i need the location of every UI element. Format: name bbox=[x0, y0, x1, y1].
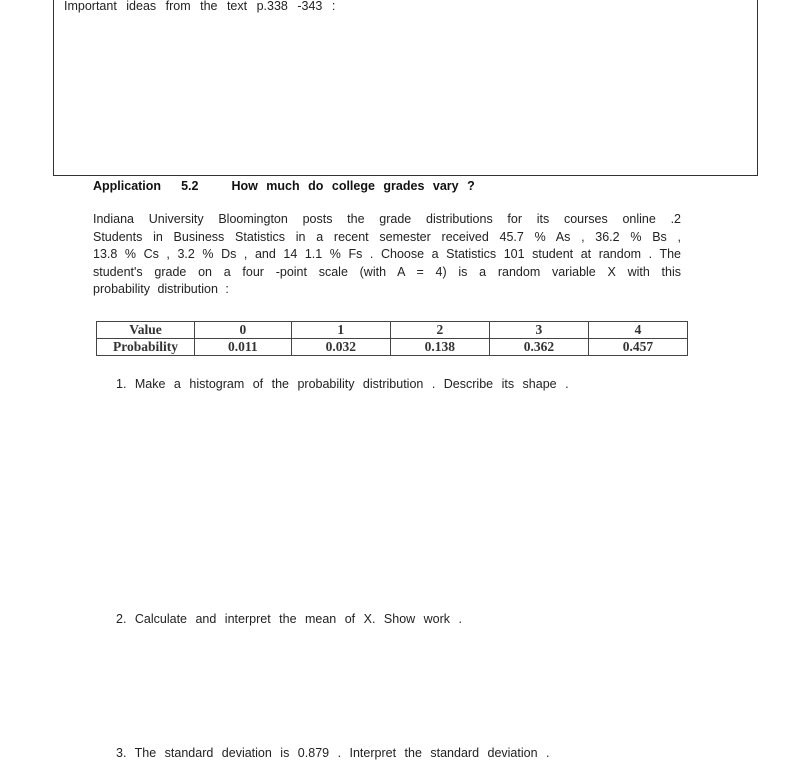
probability-cell: 0.138 bbox=[390, 339, 489, 356]
problem-paragraph bbox=[93, 211, 693, 299]
value-cell: 3 bbox=[489, 322, 588, 339]
application-heading bbox=[93, 179, 475, 193]
notes-box-label: Important ideas from the text p.338 -343 : bbox=[64, 0, 336, 13]
question-1: 1. Make a histogram of the probability distribution . Describe its shape . bbox=[116, 377, 569, 391]
application-label: Application bbox=[93, 179, 162, 193]
paragraph-line: Indiana University Bloomington posts the grade distributions for its courses online .2 bbox=[93, 212, 681, 226]
probability-cell: 0.457 bbox=[588, 339, 687, 356]
probability-cell: 0.032 bbox=[291, 339, 390, 356]
application-number: 5.2 bbox=[181, 179, 199, 193]
notes-box bbox=[53, 0, 758, 176]
paragraph-line: probability distribution : bbox=[93, 282, 229, 297]
probability-row bbox=[97, 339, 688, 356]
paragraph-line: student's grade on a four -point scale (with A = 4) is a random variable X with this bbox=[93, 264, 681, 279]
value-cell: 2 bbox=[390, 322, 489, 339]
question-3: 3. The standard deviation is 0.879 . Interpret the standard deviation . bbox=[116, 746, 550, 760]
value-cell: 1 bbox=[291, 322, 390, 339]
paragraph-line: Students in Business Statistics in a recent semester received 45.7 % As , 36.2 % Bs , bbox=[93, 229, 681, 244]
question-2: 2. Calculate and interpret the mean of X. Show work . bbox=[116, 612, 462, 626]
value-row bbox=[97, 322, 688, 339]
value-row-header: Value bbox=[97, 322, 195, 339]
application-title: How much do college grades vary ? bbox=[231, 179, 475, 193]
value-cell: 0 bbox=[195, 322, 292, 339]
probability-row-header: Probability bbox=[97, 339, 195, 356]
value-cell: 4 bbox=[588, 322, 687, 339]
probability-table bbox=[96, 321, 688, 356]
paragraph-line: 13.8 % Cs , 3.2 % Ds , and 14 1.1 % Fs . Choose a Statistics 101 student at random . The bbox=[93, 247, 681, 262]
probability-cell: 0.011 bbox=[195, 339, 292, 356]
probability-cell: 0.362 bbox=[489, 339, 588, 356]
